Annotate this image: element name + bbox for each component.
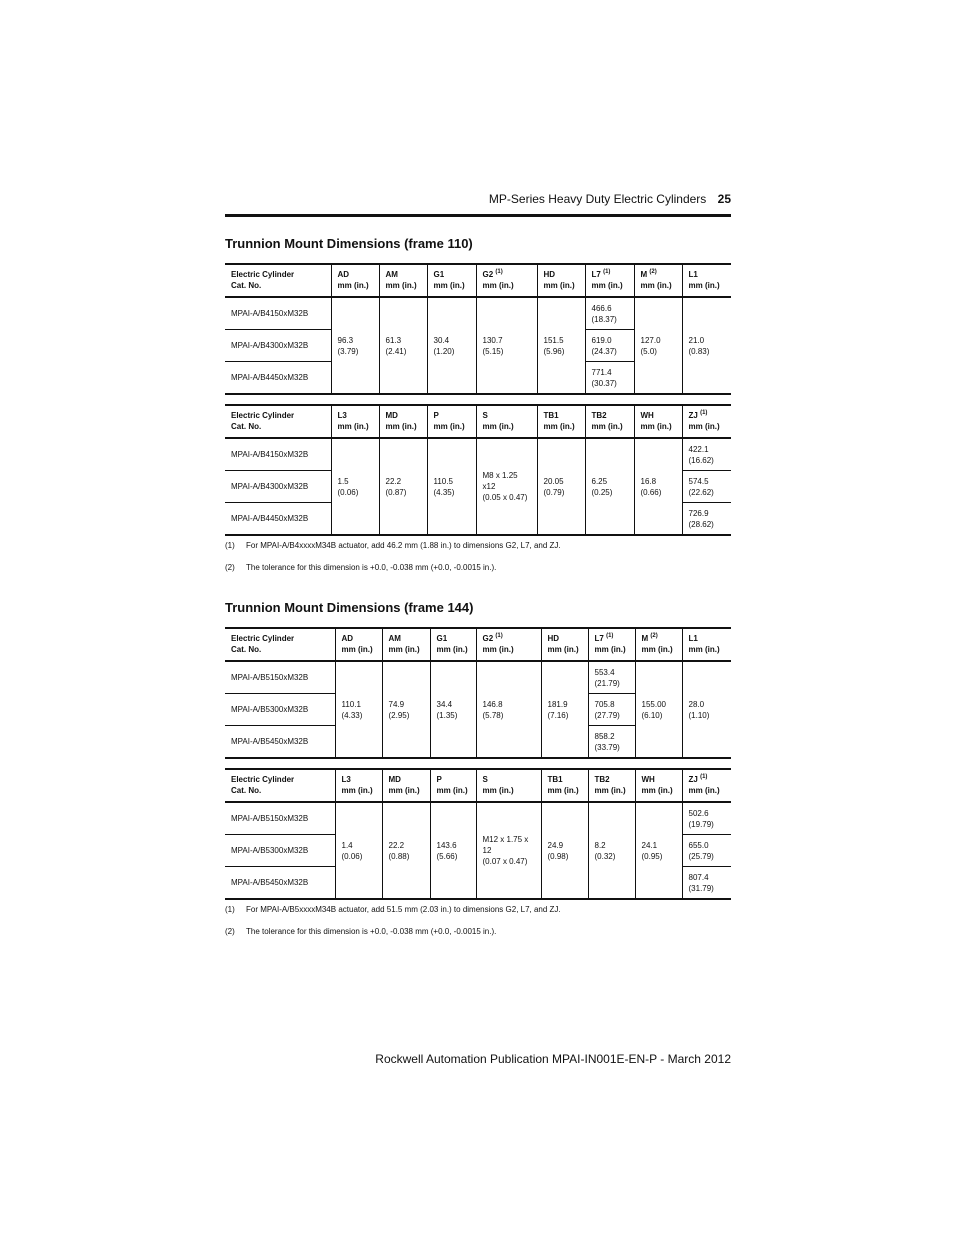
table-row [225, 438, 731, 471]
table-header-row [225, 769, 731, 802]
l7-value: 705.8 (27.79) [588, 694, 635, 726]
header-tb1: TB1 mm (in.) [541, 769, 588, 802]
header-cat-no: Electric Cylinder Cat. No. [225, 405, 331, 438]
header-hd: HD mm (in.) [541, 628, 588, 661]
header-l7: L7 $^{(1)}$ mm (in.) [585, 264, 634, 297]
cat-no-cell: MPAI-A/B4150xM32B [225, 297, 331, 330]
frame-110-table-1 [225, 263, 731, 395]
p-value: 110.5 (4.35) [427, 438, 476, 535]
cat-no-cell: MPAI-A/B4450xM32B [225, 362, 331, 395]
header-hd: HD mm (in.) [537, 264, 585, 297]
zj-value: 655.0 (25.79) [682, 835, 731, 867]
header-cat-no: Electric Cylinder Cat. No. [225, 769, 335, 802]
table-header-row [225, 628, 731, 661]
header-wh: WH mm (in.) [634, 405, 682, 438]
zj-value: 502.6 (19.79) [682, 802, 731, 835]
tb2-value: 6.25 (0.25) [585, 438, 634, 535]
table-row [225, 802, 731, 835]
cat-no-cell: MPAI-A/B5450xM32B [225, 867, 335, 900]
hd-value: 181.9 (7.16) [541, 661, 588, 758]
cat-no-cell: MPAI-A/B5150xM32B [225, 661, 335, 694]
wh-value: 24.1 (0.95) [635, 802, 682, 899]
header-g2: G2 $^{(1)}$ mm (in.) [476, 628, 541, 661]
header-s: S mm (in.) [476, 405, 537, 438]
md-value: 22.2 (0.88) [382, 802, 430, 899]
header-rule [225, 214, 731, 217]
running-title: MP-Series Heavy Duty Electric Cylinders [488, 192, 707, 206]
header-tb2: TB2 mm (in.) [585, 405, 634, 438]
l7-value: 553.4 (21.79) [588, 661, 635, 694]
header-ad: AD mm (in.) [331, 264, 379, 297]
footnote: (2) The tolerance for this dimension is +0.0, -0.038 mm (+0.0, -0.0015 in.). [225, 563, 497, 572]
table-row [225, 297, 731, 330]
header-g2: G2 $^{(1)}$ mm (in.) [476, 264, 537, 297]
ad-value: 96.3 (3.79) [331, 297, 379, 394]
g1-value: 30.4 (1.20) [427, 297, 476, 394]
cat-no-cell: MPAI-A/B5450xM32B [225, 726, 335, 759]
section-title-frame-144: Trunnion Mount Dimensions (frame 144) [225, 600, 474, 615]
g1-value: 34.4 (1.35) [430, 661, 476, 758]
header-cat-no: Electric Cylinder Cat. No. [225, 264, 331, 297]
header-g1: G1 mm (in.) [427, 264, 476, 297]
wh-value: 16.8 (0.66) [634, 438, 682, 535]
g2-value: 130.7 (5.15) [476, 297, 537, 394]
l7-value: 771.4 (30.37) [585, 362, 634, 395]
am-value: 74.9 (2.95) [382, 661, 430, 758]
header-l1: L1 mm (in.) [682, 264, 731, 297]
footnote: (1) For MPAI-A/B4xxxxM34B actuator, add 46.2 mm (1.88 in.) to dimensions G2, L7, and ZJ. [225, 541, 561, 550]
l1-value: 28.0 (1.10) [682, 661, 731, 758]
cat-no-cell: MPAI-A/B4300xM32B [225, 471, 331, 503]
footnote-ref: (1) [603, 269, 611, 275]
header-cat-no: Electric Cylinder Cat. No. [225, 628, 335, 661]
header-g1: G1 mm (in.) [430, 628, 476, 661]
l7-value: 466.6 (18.37) [585, 297, 634, 330]
page-header [225, 192, 731, 206]
header-p: P mm (in.) [430, 769, 476, 802]
footnote-ref: (2) [649, 269, 657, 275]
header-zj: ZJ $^{(1)}$ mm (in.) [682, 769, 731, 802]
table-row [225, 661, 731, 694]
cat-no-cell: MPAI-A/B4450xM32B [225, 503, 331, 536]
s-value: M8 x 1.25 x12 (0.05 x 0.47) [476, 438, 537, 535]
header-l7: L7 $^{(1)}$ mm (in.) [588, 628, 635, 661]
footnote: (2) The tolerance for this dimension is +0.0, -0.038 mm (+0.0, -0.0015 in.). [225, 927, 497, 936]
zj-value: 422.1 (16.62) [682, 438, 731, 471]
zj-value: 726.9 (28.62) [682, 503, 731, 536]
header-m: M $^{(2)}$ mm (in.) [634, 264, 682, 297]
l3-value: 1.4 (0.06) [335, 802, 382, 899]
header-l1: L1 mm (in.) [682, 628, 731, 661]
m-value: 155.00 (6.10) [635, 661, 682, 758]
header-tb1: TB1 mm (in.) [537, 405, 585, 438]
header-wh: WH mm (in.) [635, 769, 682, 802]
header-s: S mm (in.) [476, 769, 541, 802]
header-l3: L3 mm (in.) [335, 769, 382, 802]
header-am: AM mm (in.) [382, 628, 430, 661]
footnote-ref: (2) [650, 633, 658, 639]
tb1-value: 20.05 (0.79) [537, 438, 585, 535]
hd-value: 151.5 (5.96) [537, 297, 585, 394]
footnote-ref: (1) [606, 633, 614, 639]
cat-no-cell: MPAI-A/B5150xM32B [225, 802, 335, 835]
section-title-frame-110: Trunnion Mount Dimensions (frame 110) [225, 236, 473, 251]
frame-144-table-2 [225, 768, 731, 900]
cat-no-cell: MPAI-A/B4150xM32B [225, 438, 331, 471]
zj-value: 807.4 (31.79) [682, 867, 731, 900]
header-p: P mm (in.) [427, 405, 476, 438]
cat-no-cell: MPAI-A/B4300xM32B [225, 330, 331, 362]
cat-no-cell: MPAI-A/B5300xM32B [225, 694, 335, 726]
header-ad: AD mm (in.) [335, 628, 382, 661]
p-value: 143.6 (5.66) [430, 802, 476, 899]
footnote: (1) For MPAI-A/B5xxxxM34B actuator, add 51.5 mm (2.03 in.) to dimensions G2, L7, and ZJ. [225, 905, 561, 914]
publication-footer: Rockwell Automation Publication MPAI-IN001E-EN-P - March 2012 [375, 1052, 731, 1066]
ad-value: 110.1 (4.33) [335, 661, 382, 758]
footnote-ref: (1) [700, 410, 708, 416]
l7-value: 619.0 (24.37) [585, 330, 634, 362]
header-md: MD mm (in.) [379, 405, 427, 438]
table-header-row [225, 264, 731, 297]
header-zj: ZJ $^{(1)}$ mm (in.) [682, 405, 731, 438]
zj-value: 574.5 (22.62) [682, 471, 731, 503]
header-am: AM mm (in.) [379, 264, 427, 297]
header-tb2: TB2 mm (in.) [588, 769, 635, 802]
l7-value: 858.2 (33.79) [588, 726, 635, 759]
l3-value: 1.5 (0.06) [331, 438, 379, 535]
footnote-ref: (1) [495, 633, 503, 639]
header-md: MD mm (in.) [382, 769, 430, 802]
frame-144-table-1 [225, 627, 731, 759]
m-value: 127.0 (5.0) [634, 297, 682, 394]
table-header-row [225, 405, 731, 438]
g2-value: 146.8 (5.78) [476, 661, 541, 758]
cat-no-cell: MPAI-A/B5300xM32B [225, 835, 335, 867]
s-value: M12 x 1.75 x 12 (0.07 x 0.47) [476, 802, 541, 899]
l1-value: 21.0 (0.83) [682, 297, 731, 394]
header-m: M $^{(2)}$ mm (in.) [635, 628, 682, 661]
frame-110-table-2 [225, 404, 731, 536]
md-value: 22.2 (0.87) [379, 438, 427, 535]
header-l3: L3 mm (in.) [331, 405, 379, 438]
footnote-ref: (1) [495, 269, 503, 275]
tb2-value: 8.2 (0.32) [588, 802, 635, 899]
am-value: 61.3 (2.41) [379, 297, 427, 394]
page-number: 25 [717, 192, 731, 206]
tb1-value: 24.9 (0.98) [541, 802, 588, 899]
footnote-ref: (1) [700, 774, 708, 780]
